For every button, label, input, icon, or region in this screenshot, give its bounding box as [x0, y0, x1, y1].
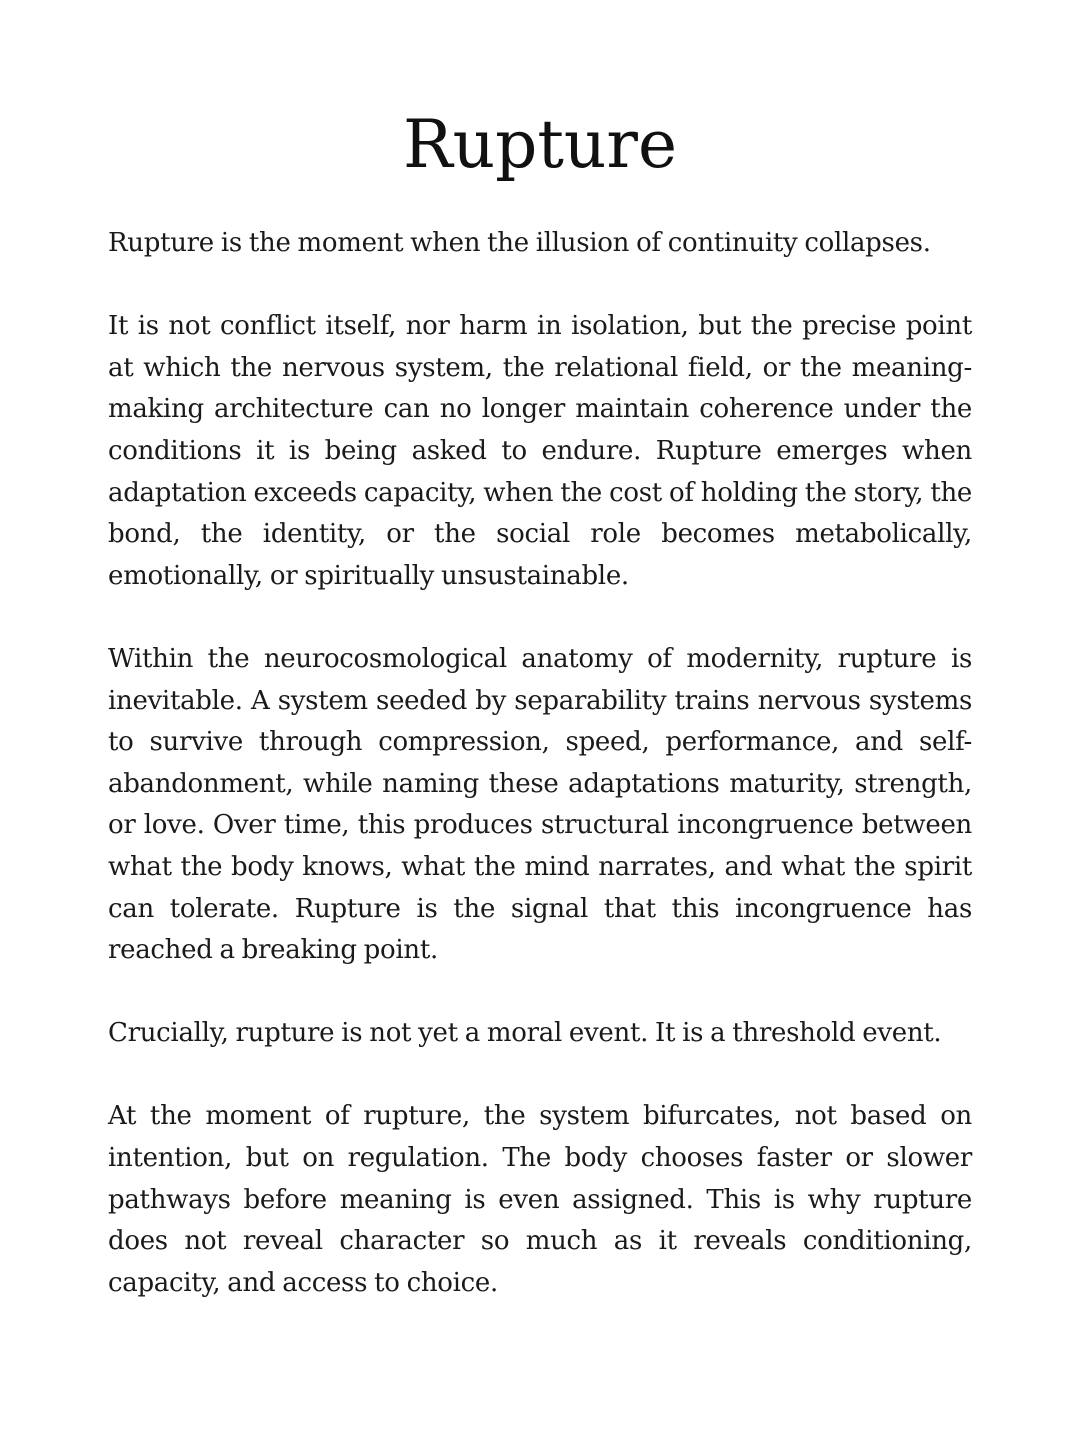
page-title: Rupture	[402, 106, 678, 183]
paragraph-4: Crucially, rupture is not yet a moral event. It is a threshold event.	[108, 1018, 942, 1049]
body-text	[108, 223, 972, 1346]
paragraph-5: At the moment of rupture, the system bifurcates, not based on intention, but on regulation. The body chooses faster or slower pathways before meaning is even assigned. This is why rupture does not reveal character so much as it reveals conditioning, capacity, and access to choice.	[108, 1101, 972, 1298]
paragraph-2: It is not conflict itself, nor harm in isolation, but the precise point at which the nervous system, the relational field, or the meaning-making architecture can no longer maintain coherence under the conditions it is being asked to endure. Rupture emerges when adaptation exceeds capacity, when the cost of holding the story, the bond, the identity, or the social role becomes metabolically, emotionally, or spiritually unsustainable.	[108, 311, 972, 591]
paragraph-3: Within the neurocosmological anatomy of modernity, rupture is inevitable. A system seeded by separability trains nervous systems to survive through compression, speed, performance, and self-abandonment, while naming these adaptations maturity, strength, or love. Over time, this produces structural incongruence between what the body knows, what the mind narrates, and what the spirit can tolerate. Rupture is the signal that this incongruence has reached a breaking point.	[108, 643, 972, 966]
paragraph-1: Rupture is the moment when the illusion of continuity collapses.	[108, 228, 931, 258]
